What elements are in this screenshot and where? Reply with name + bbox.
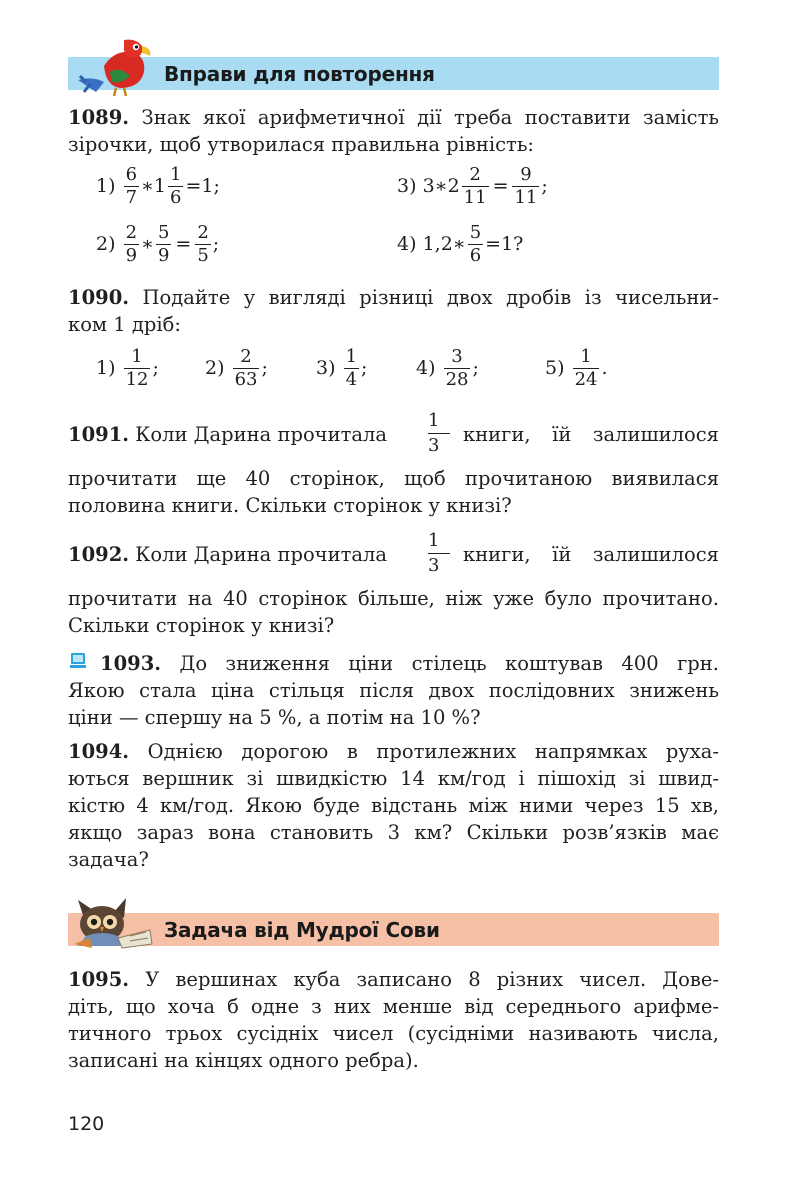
equation-2: [96, 214, 219, 274]
equation-rest: ;: [212, 233, 220, 255]
section-banner-wise-owl: [68, 913, 719, 946]
exercise-text: Якою стала ціна стільця після двох послідовних знижень: [68, 679, 719, 702]
exercise-text: книги, їй залишилося: [463, 543, 719, 566]
fraction: $\frac{1}{6}$: [170, 163, 182, 208]
equation-rest: =1?: [485, 233, 524, 255]
exercise-1090: [68, 284, 719, 338]
fraction: $\frac{1}{12}$: [125, 345, 149, 390]
exercise-text: задача?: [68, 848, 149, 871]
fraction-item-3: 3) $\frac{1}{4}$ ;: [316, 345, 368, 390]
equation-rest: =1;: [185, 175, 220, 197]
exercise-number: 1089.: [68, 106, 130, 129]
fraction-item-4: 4) $\frac{3}{28}$ ;: [416, 345, 479, 390]
operator: =: [492, 175, 509, 197]
fraction: $\frac{9}{11}$: [514, 163, 538, 208]
fraction-item-5: 5) $\frac{1}{24}$ .: [545, 345, 608, 390]
operator: ∗: [141, 233, 154, 255]
equation-rest: ;: [541, 175, 548, 197]
exercise-1092: [68, 530, 719, 639]
exercise-text: Знак якої арифметичної дії треба поставити замість: [141, 106, 720, 129]
exercise-text: половина книги. Скільки сторінок у книзі?: [68, 494, 512, 517]
equation-3: [397, 156, 548, 216]
exercise-number: 1091.: [68, 423, 130, 446]
exercise-number: 1095.: [68, 968, 130, 991]
item-label: 1): [96, 175, 116, 197]
item-label: 3): [316, 357, 336, 379]
exercise-text: діть, що хоча б одне з них менше від середнього арифме-: [68, 995, 719, 1018]
exercise-text: записані на кінцях одного ребра).: [68, 1049, 419, 1072]
exercise-text: тичного трьох сусідніх чисел (сусідніми називають числа,: [68, 1022, 719, 1045]
section-banner-repetition: [68, 57, 719, 90]
item-label: 5): [545, 357, 565, 379]
exercise-number: 1093.: [100, 652, 162, 675]
exercise-1093: [68, 650, 719, 731]
section-title: Задача від Мудрої Сови: [164, 918, 440, 942]
item-label: 3): [397, 175, 417, 197]
exercise-text: зірочки, щоб утворилася правильна рівність:: [68, 133, 535, 156]
item-label: 2): [96, 233, 116, 255]
equation-prefix: 1,2∗: [422, 233, 466, 255]
exercise-text: кістю 4 км/год. Якою буде відстань між ними через 15 хв,: [68, 794, 719, 817]
fraction: $\frac{1}{4}$: [345, 345, 358, 390]
exercise-text: прочитати ще 40 сторінок, щоб прочитаною виявилася: [68, 467, 719, 490]
fraction: $\frac{2}{11}$: [463, 163, 487, 208]
fraction-item-1: 1) $\frac{1}{12}$ ;: [96, 345, 159, 390]
item-label: 4): [397, 233, 417, 255]
exercise-text: ються вершник зі швидкістю 14 км/год і пішохід зі швид-: [68, 767, 719, 790]
exercise-text: якщо зараз вона становить 3 км? Скільки розв’язків має: [68, 821, 719, 844]
exercise-number: 1094.: [68, 740, 130, 763]
exercise-text: Однією дорогою в протилежних напрямках руха-: [147, 740, 719, 763]
item-label: 4): [416, 357, 436, 379]
fraction-one-third: $\frac{1}{3}$: [428, 409, 450, 458]
exercise-text: прочитати на 40 сторінок більше, ніж уже було прочитано.: [68, 587, 719, 610]
owl-mascot-icon: [70, 894, 156, 952]
equation-4: [397, 214, 523, 274]
exercise-first-line: [68, 410, 719, 465]
exercise-text: ком 1 дріб:: [68, 313, 181, 336]
exercise-text: ціни — спершу на 5 %, а потім на 10 %?: [68, 706, 481, 729]
fraction-item-2: 2) $\frac{2}{63}$ ;: [205, 345, 268, 390]
page-number: 120: [68, 1113, 105, 1135]
fraction: $\frac{2}{5}$: [197, 221, 209, 266]
exercise-text: До зниження ціни стілець коштував 400 грн.: [179, 652, 719, 675]
exercise-number: 1092.: [68, 543, 130, 566]
exercise-text: У вершинах куба записано 8 різних чисел. Дове-: [145, 968, 720, 991]
operator: ∗1: [141, 175, 167, 197]
exercise-1089: [68, 104, 719, 158]
exercise-text: Коли Дарина прочитала: [135, 423, 387, 446]
fraction: $\frac{6}{7}$: [125, 163, 138, 208]
fraction: $\frac{3}{28}$: [445, 345, 469, 390]
operator: =: [175, 233, 192, 255]
fraction: $\frac{2}{63}$: [234, 345, 258, 390]
fraction-one-third: $\frac{1}{3}$: [428, 529, 450, 578]
fraction: $\frac{5}{9}$: [157, 221, 170, 266]
exercise-1091: [68, 410, 719, 519]
parrot-mascot-icon: [74, 36, 160, 98]
fraction: $\frac{1}{24}$: [574, 345, 598, 390]
item-label: 2): [205, 357, 225, 379]
exercise-text: книги, їй залишилося: [463, 423, 719, 446]
item-label: 1): [96, 357, 116, 379]
exercise-1095: [68, 966, 719, 1074]
section-title: Вправи для повторення: [164, 62, 435, 86]
exercise-text: Скільки сторінок у книзі?: [68, 614, 335, 637]
fraction: $\frac{2}{9}$: [125, 221, 138, 266]
exercise-number: 1090.: [68, 286, 130, 309]
exercise-first-line: [68, 530, 719, 585]
fraction: $\frac{5}{6}$: [469, 221, 482, 266]
equation-prefix: 3∗2: [422, 175, 460, 197]
exercise-1094: [68, 738, 719, 873]
exercise-text: Подайте у вигляді різниці двох дробів із чисельни-: [142, 286, 720, 309]
equation-1: [96, 156, 220, 216]
exercise-text: Коли Дарина прочитала: [135, 543, 387, 566]
